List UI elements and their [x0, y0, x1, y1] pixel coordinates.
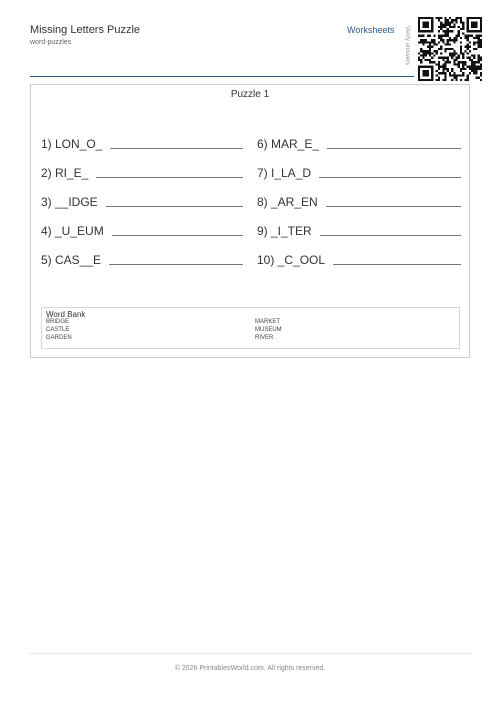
answer-blank[interactable] — [320, 234, 461, 236]
puzzle-item — [41, 164, 243, 180]
answer-blank[interactable] — [319, 176, 461, 178]
puzzle-item-text: 7) I_LA_D — [257, 166, 312, 180]
qr-code-icon[interactable] — [418, 17, 482, 81]
answer-blank[interactable] — [106, 205, 243, 207]
puzzle-item-text: 2) RI_E_ — [41, 166, 89, 180]
puzzle-item-text: 5) CAS__E — [41, 253, 102, 267]
puzzle-item-text: 1) LON_O_ — [41, 137, 103, 151]
copyright-text: © 2026 PrintablesWorld.com. All rights reserved. — [174, 665, 326, 672]
puzzle-item-text: 3) __IDGE — [41, 195, 98, 209]
word-bank-word: MUSEUM — [255, 327, 282, 333]
answer-blank[interactable] — [96, 176, 243, 178]
puzzle-title: Puzzle 1 — [230, 89, 270, 100]
puzzle-item-text: 10) _C_OOL — [257, 253, 326, 267]
word-bank-word: CASTLE — [46, 327, 70, 333]
answer-blank[interactable] — [326, 205, 461, 207]
puzzle-item-text: 6) MAR_E_ — [257, 137, 320, 151]
puzzle-item — [257, 193, 461, 209]
puzzle-item — [257, 135, 461, 151]
answer-blank[interactable] — [327, 147, 461, 149]
puzzle-item-text: 9) _I_TER — [257, 224, 312, 238]
answer-blank[interactable] — [333, 263, 461, 265]
page-header — [30, 0, 470, 80]
word-bank-title: Word Bank — [46, 310, 86, 319]
footer-divider — [30, 653, 470, 654]
answer-blank[interactable] — [110, 147, 243, 149]
puzzle-item — [41, 251, 243, 267]
verify-answers-label: Verify answers — [404, 26, 410, 66]
worksheets-link[interactable]: Worksheets — [347, 25, 395, 35]
word-bank-word: MARKET — [255, 319, 281, 325]
puzzle-item — [41, 135, 243, 151]
puzzle-item — [41, 193, 243, 209]
page-subtitle: word-puzzles — [30, 39, 72, 46]
word-bank — [41, 307, 460, 349]
word-bank-word: BRIDGE — [46, 319, 70, 325]
page-title: Missing Letters Puzzle — [30, 24, 141, 36]
answer-blank[interactable] — [109, 263, 243, 265]
puzzle-item-text: 4) _U_EUM — [41, 224, 104, 238]
puzzle-item — [257, 251, 461, 267]
answer-blank[interactable] — [112, 234, 243, 236]
puzzle-item — [257, 222, 461, 238]
puzzle-item — [257, 164, 461, 180]
puzzle-item-text: 8) _AR_EN — [257, 195, 318, 209]
puzzle-card — [30, 84, 470, 358]
word-bank-word: GARDEN — [46, 335, 72, 341]
puzzle-item — [41, 222, 243, 238]
header-divider — [30, 76, 414, 77]
word-bank-word: RIVER — [255, 335, 274, 341]
